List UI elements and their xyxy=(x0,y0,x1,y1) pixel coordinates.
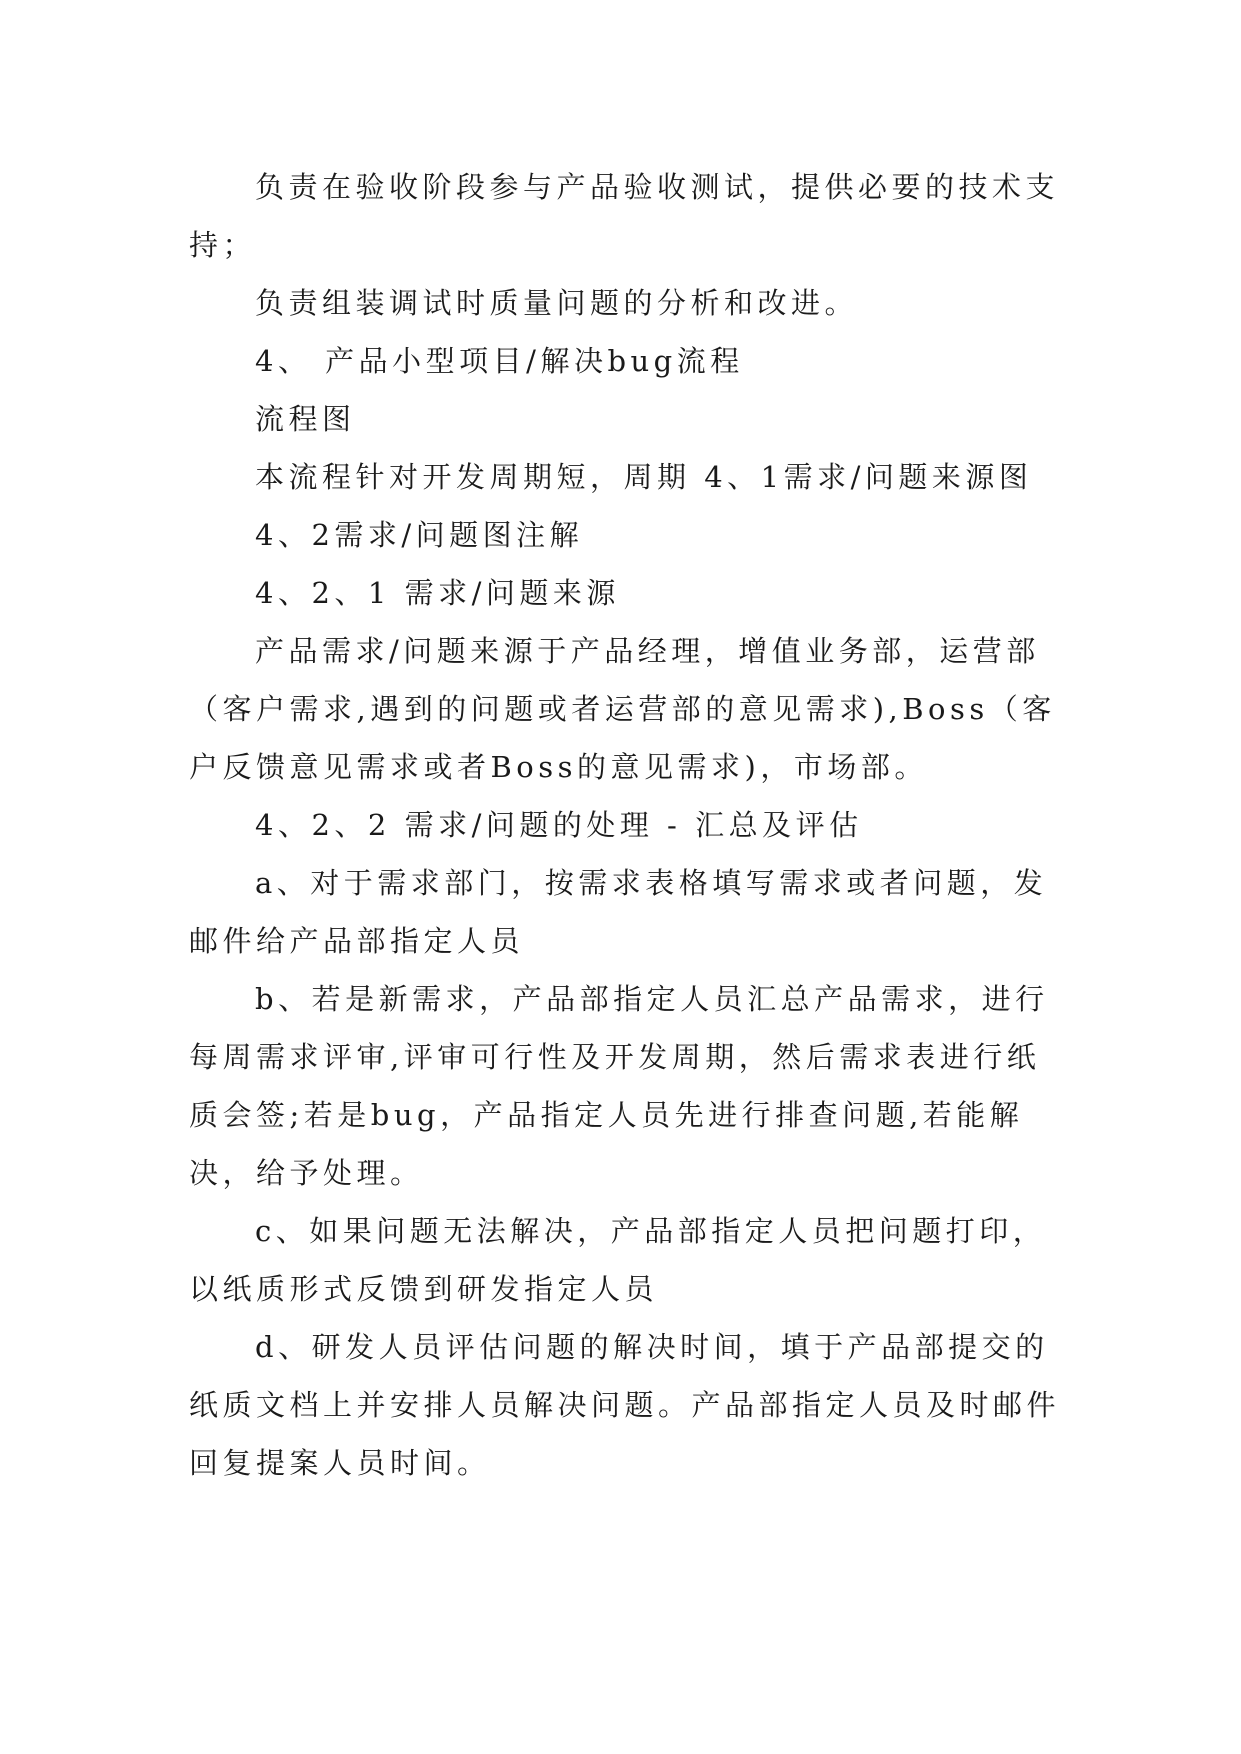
paragraph: 负责在验收阶段参与产品验收测试，提供必要的技术支持； xyxy=(189,170,1060,262)
paragraph: 负责组装调试时质量问题的分析和改进。 xyxy=(255,286,859,320)
paragraph: 流程图 xyxy=(255,402,356,436)
paragraph: 产品需求/问题来源于产品经理，增值业务部，运营部（客户需求,遇到的问题或者运营部的意见需求),Boss（客户反馈意见需求或者Boss的意见需求)，市场部。 xyxy=(189,634,1056,784)
section-heading: 4、2、2 需求/问题的处理 - 汇总及评估 xyxy=(255,808,863,842)
section-heading: 4、 产品小型项目/解决bug流程 xyxy=(255,344,744,378)
section-heading: 4、2、1 需求/问题来源 xyxy=(255,576,620,610)
document-body xyxy=(189,158,1069,1492)
paragraph: 本流程针对开发周期短，周期 4、1需求/问题来源图 xyxy=(255,460,1033,494)
section-heading: 4、2需求/问题图注解 xyxy=(255,518,584,552)
paragraph: d、研发人员评估问题的解决时间，填于产品部提交的纸质文档上并安排人员解决问题。产品部指定人员及时邮件回复提案人员时间。 xyxy=(189,1330,1061,1480)
paragraph: b、若是新需求，产品部指定人员汇总产品需求，进行每周需求评审,评审可行性及开发周期，然后需求表进行纸质会签;若是bug，产品指定人员先进行排查问题,若能解决，给予处理。 xyxy=(189,982,1049,1190)
paragraph: c、如果问题无法解决，产品部指定人员把问题打印，以纸质形式反馈到研发指定人员 xyxy=(189,1214,1047,1306)
paragraph: a、对于需求部门，按需求表格填写需求或者问题，发邮件给产品部指定人员 xyxy=(189,866,1048,958)
